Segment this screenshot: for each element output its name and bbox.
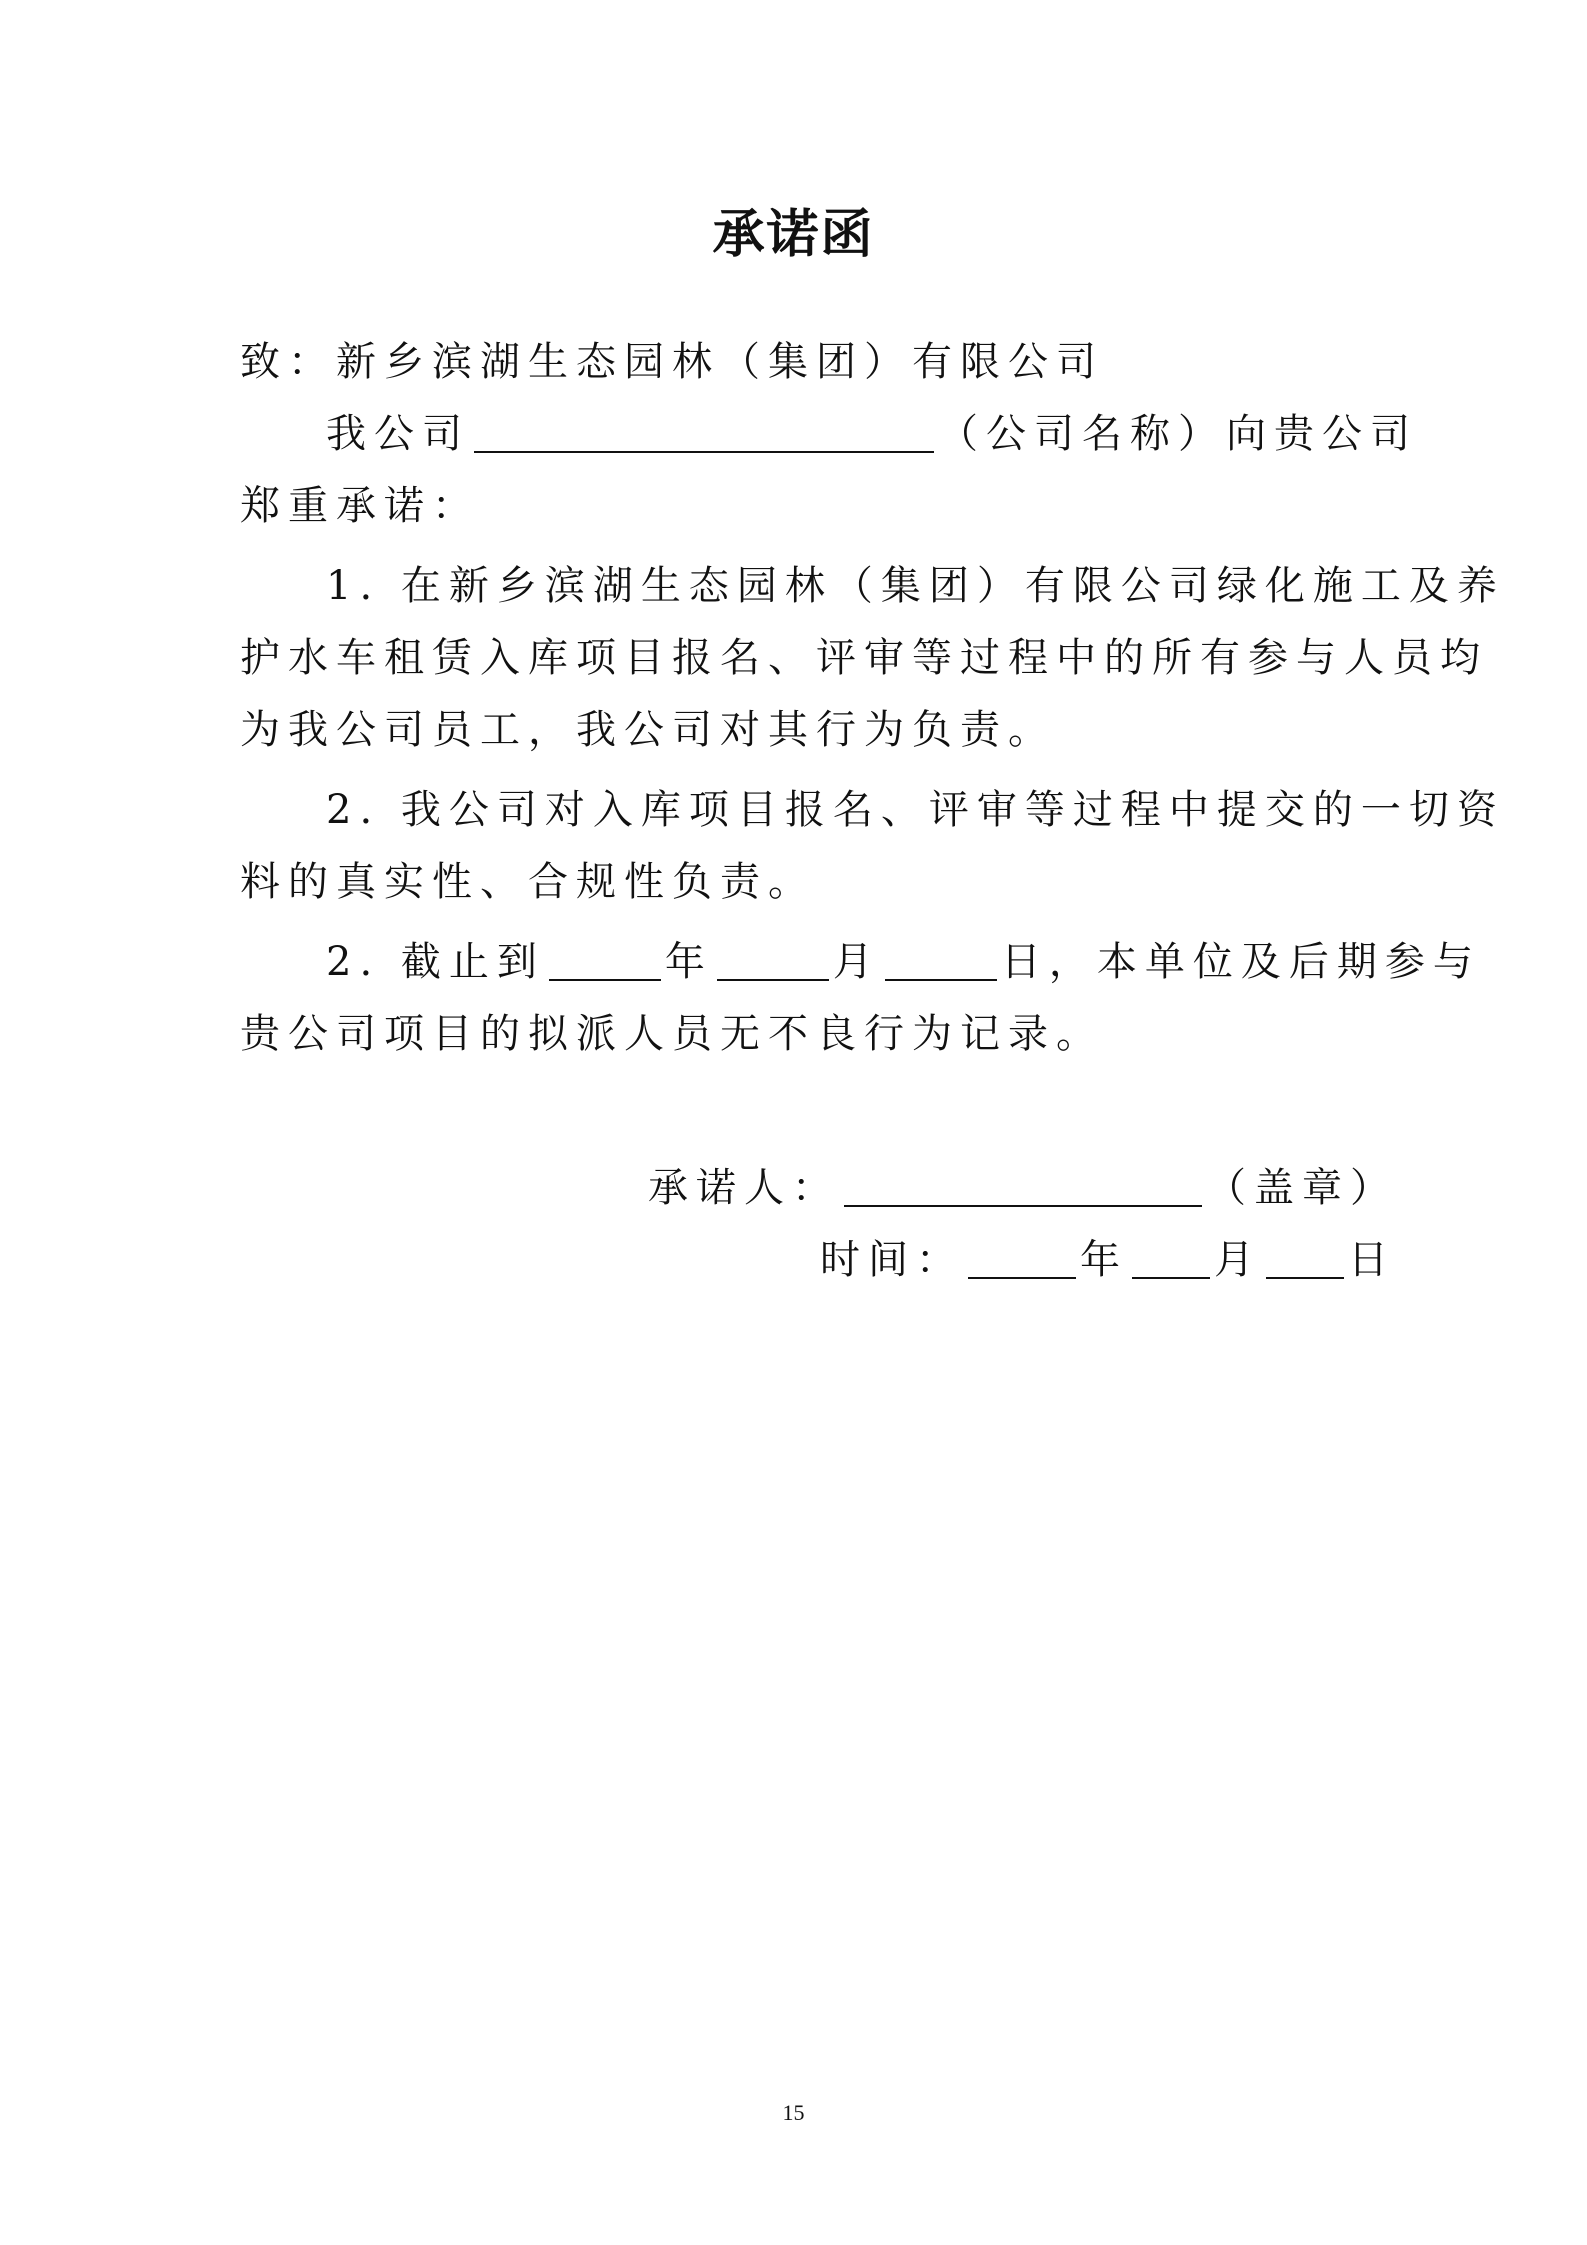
document-title: 承诺函 bbox=[712, 204, 875, 265]
year-blank bbox=[549, 939, 661, 981]
date-day-blank bbox=[1266, 1237, 1344, 1279]
item3-prefix: 2. 截止到 bbox=[326, 939, 545, 985]
item2-line2: 料的真实性、合规性负责。 bbox=[240, 859, 816, 905]
page-number: 15 bbox=[782, 2100, 805, 2125]
signature-label: 承诺人： bbox=[648, 1165, 840, 1211]
date-year-blank bbox=[968, 1237, 1076, 1279]
item1-line1: 1. 在新乡滨湖生态园林（集团）有限公司绿化施工及养 bbox=[326, 563, 1505, 609]
recipient-line: 致：新乡滨湖生态园林（集团）有限公司 bbox=[240, 339, 1104, 385]
item1-line2: 护水车租赁入库项目报名、评审等过程中的所有参与人员均 bbox=[240, 635, 1488, 681]
item3-month: 月 bbox=[832, 939, 881, 985]
date-label: 时间： bbox=[820, 1237, 964, 1283]
intro-line bbox=[326, 406, 1418, 462]
date-day: 日 bbox=[1348, 1237, 1396, 1283]
item2-line1: 2. 我公司对入库项目报名、评审等过程中提交的一切资 bbox=[326, 787, 1505, 833]
day-blank bbox=[885, 939, 997, 981]
signature-line bbox=[648, 1160, 1398, 1216]
item3-line2: 贵公司项目的拟派人员无不良行为记录。 bbox=[240, 1011, 1104, 1057]
date-line bbox=[820, 1232, 1396, 1288]
date-year: 年 bbox=[1080, 1237, 1128, 1283]
item3-line1 bbox=[326, 934, 1481, 990]
intro-suffix: （公司名称）向贵公司 bbox=[938, 411, 1418, 457]
item3-day: 日，本单位及后期参与 bbox=[1000, 939, 1481, 985]
month-blank bbox=[717, 939, 829, 981]
company-name-blank bbox=[474, 411, 934, 453]
date-month-blank bbox=[1132, 1237, 1210, 1279]
intro-line-2: 郑重承诺： bbox=[240, 483, 480, 529]
signature-blank bbox=[844, 1165, 1202, 1207]
item3-year: 年 bbox=[664, 939, 713, 985]
intro-prefix: 我公司 bbox=[326, 411, 470, 457]
date-month: 月 bbox=[1214, 1237, 1262, 1283]
stamp-label: （盖章） bbox=[1206, 1165, 1398, 1211]
item1-line3: 为我公司员工，我公司对其行为负责。 bbox=[240, 707, 1056, 753]
